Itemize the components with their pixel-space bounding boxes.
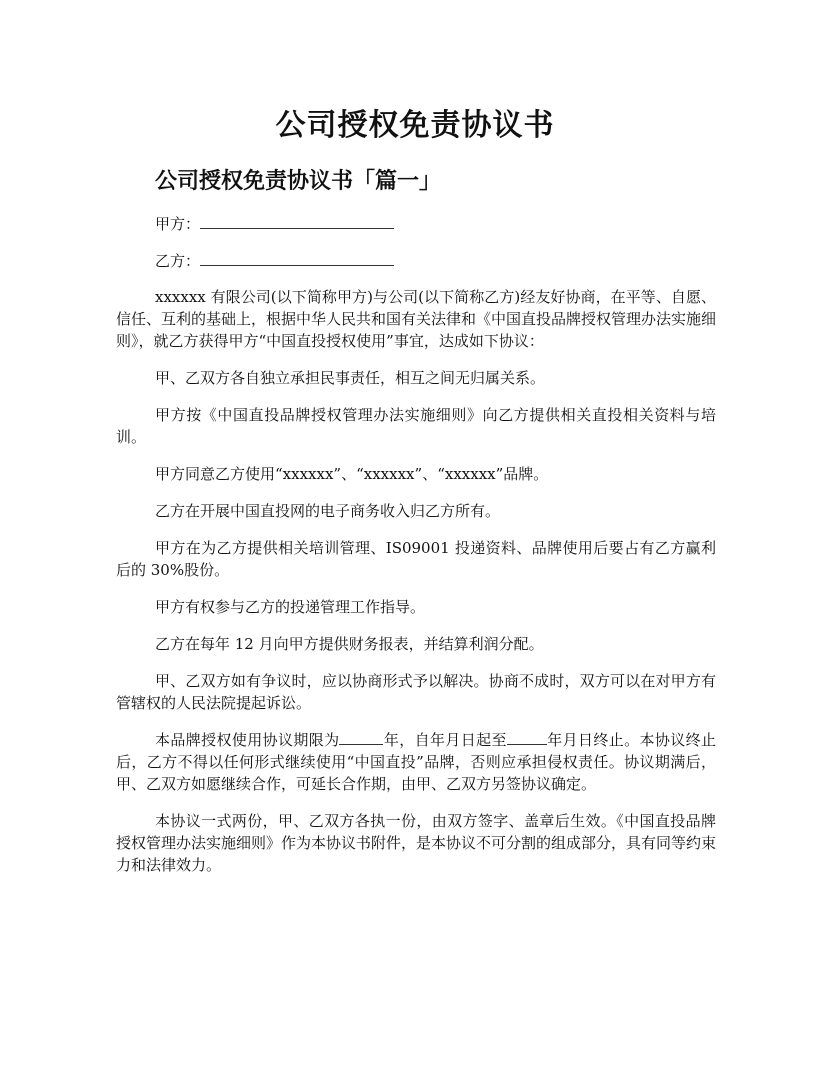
paragraph-final: 本协议一式两份，甲、乙双方各执一份，由双方签字、盖章后生效。《中国直投品牌授权管理办法实施细则》作为本协议书附件，是本协议不可分割的组成部分，具有同等约束力和法律效力。 bbox=[116, 812, 717, 874]
term-part-3: 年月日终止。本协议终止后，乙方不得以任何形式继续使用“中国直投”品牌，否则应承担侵权责任。协议期满后，甲、乙双方如愿继续合作，可延长合作期，由甲、乙双方另签协议确定。 bbox=[116, 731, 716, 793]
party-b-label: 乙方： bbox=[155, 252, 201, 270]
term-years-blank bbox=[339, 730, 383, 745]
paragraph-revenue: 乙方在开展中国直投网的电子商务收入归乙方所有。 bbox=[155, 502, 501, 520]
document-body bbox=[116, 212, 716, 891]
party-a-blank bbox=[200, 212, 394, 229]
paragraph-intro: xxxxxx 有限公司(以下简称甲方)与公司(以下简称乙方)经友好协商，在平等、自愿、信任、互利的基础上，根据中华人民共和国有关法律和《中国直投品牌授权管理办法实施细则》，就乙方获得甲方“中国直投授权使用”事宜，达成如下协议： bbox=[116, 288, 717, 350]
party-b-blank bbox=[200, 249, 394, 266]
paragraph-brand-use: 甲方同意乙方使用“xxxxxx”、“xxxxxx”、“xxxxxx”品牌。 bbox=[155, 465, 549, 483]
paragraph-dispute: 甲、乙双方如有争议时，应以协商形式予以解决。协商不成时，双方可以在对甲方有管辖权的人民法院提起诉讼。 bbox=[116, 672, 716, 712]
section-title: 公司授权免责协议书「篇一」 bbox=[155, 168, 442, 194]
term-end-blank bbox=[507, 730, 547, 745]
document-title: 公司授权免责协议书 bbox=[275, 108, 555, 143]
paragraph-independence: 甲、乙双方各自独立承担民事责任，相互之间无归属关系。 bbox=[155, 369, 546, 387]
paragraph-shares: 甲方在为乙方提供相关培训管理、IS09001 投递资料、品牌使用后要占有乙方赢利后的 30%股份。 bbox=[116, 539, 716, 579]
paragraph-training: 甲方按《中国直投品牌授权管理办法实施细则》向乙方提供相关直投相关资料与培训。 bbox=[116, 406, 716, 446]
paragraph-guidance: 甲方有权参与乙方的投递管理工作指导。 bbox=[155, 598, 426, 616]
term-part-1: 本品牌授权使用协议期限为 bbox=[155, 731, 340, 749]
party-a-label: 甲方： bbox=[155, 215, 201, 233]
paragraph-financial-report: 乙方在每年 12 月向甲方提供财务报表，并结算利润分配。 bbox=[155, 635, 544, 653]
party-b-line bbox=[155, 249, 716, 271]
party-a-line bbox=[155, 212, 716, 234]
paragraph-term bbox=[116, 729, 716, 795]
term-part-2: 年，自年月日起至 bbox=[383, 731, 507, 749]
